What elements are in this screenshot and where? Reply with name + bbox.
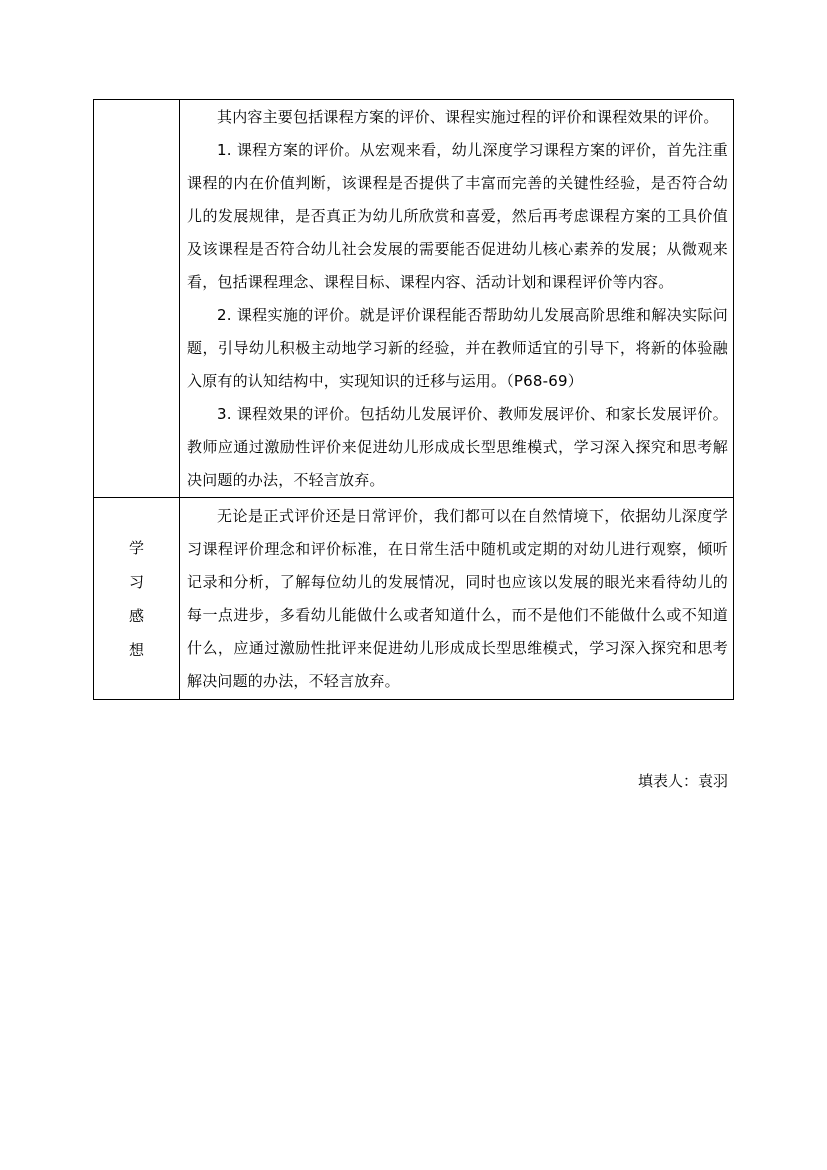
course-implementation-paragraph: 2. 课程实施的评价。就是评价课程能否帮助幼儿发展高阶思维和解决实际问题，引导幼儿积极主动地学习新的经验，并在教师适宜的引导下，将新的体验融入原有的认知结构中，实现知识的迁移与运用。（P68-69） <box>187 306 728 390</box>
intro-paragraph: 其内容主要包括课程方案的评价、课程实施过程的评价和课程效果的评价。 <box>217 108 719 126</box>
evaluation-content-cell <box>180 100 734 498</box>
evaluation-content-row <box>94 100 734 498</box>
course-plan-paragraph: 1. 课程方案的评价。从宏观来看，幼儿深度学习课程方案的评价，首先注重课程的内在价值判断，该课程是否提供了丰富而完善的关键性经验，是否符合幼儿的发展规律，是否真正为幼儿所欣赏和喜爱，然后再考虑课程方案的工具价值及该课程是否符合幼儿社会发展的需要能否促进幼儿核心素养的发展；从微观来看，包括课程理念、课程目标、课程内容、活动计划和课程评价等内容。 <box>187 141 728 291</box>
signature: 填表人：袁羽 <box>637 772 728 790</box>
record-table <box>93 99 734 700</box>
reflection-paragraph: 无论是正式评价还是日常评价，我们都可以在自然情境下，依据幼儿深度学习课程评价理念和评价标准，在日常生活中随机或定期的对幼儿进行观察，倾听记录和分析，了解每位幼儿的发展情况，同时也应该以发展的眼光来看待幼儿的每一点进步，多看幼儿能做什么或者知道什么，而不是他们不能做什么或不知道什么，应通过激励性批评来促进幼儿形成成长型思维模式，学习深入探究和思考解决问题的办法，不轻言放弃。 <box>187 507 728 690</box>
reflection-label <box>94 498 180 700</box>
row-label-empty <box>94 100 180 498</box>
reflection-content-cell <box>180 498 734 700</box>
course-effect-paragraph: 3. 课程效果的评价。包括幼儿发展评价、教师发展评价、和家长发展评价。教师应通过激励性评价来促进幼儿形成成长型思维模式，学习深入探究和思考解决问题的办法，不轻言放弃。 <box>187 405 728 489</box>
label-char: 想 <box>128 640 144 659</box>
label-char: 学 <box>128 538 144 557</box>
label-char: 习 <box>128 572 144 591</box>
reflection-row <box>94 498 734 700</box>
label-char: 感 <box>128 606 144 625</box>
